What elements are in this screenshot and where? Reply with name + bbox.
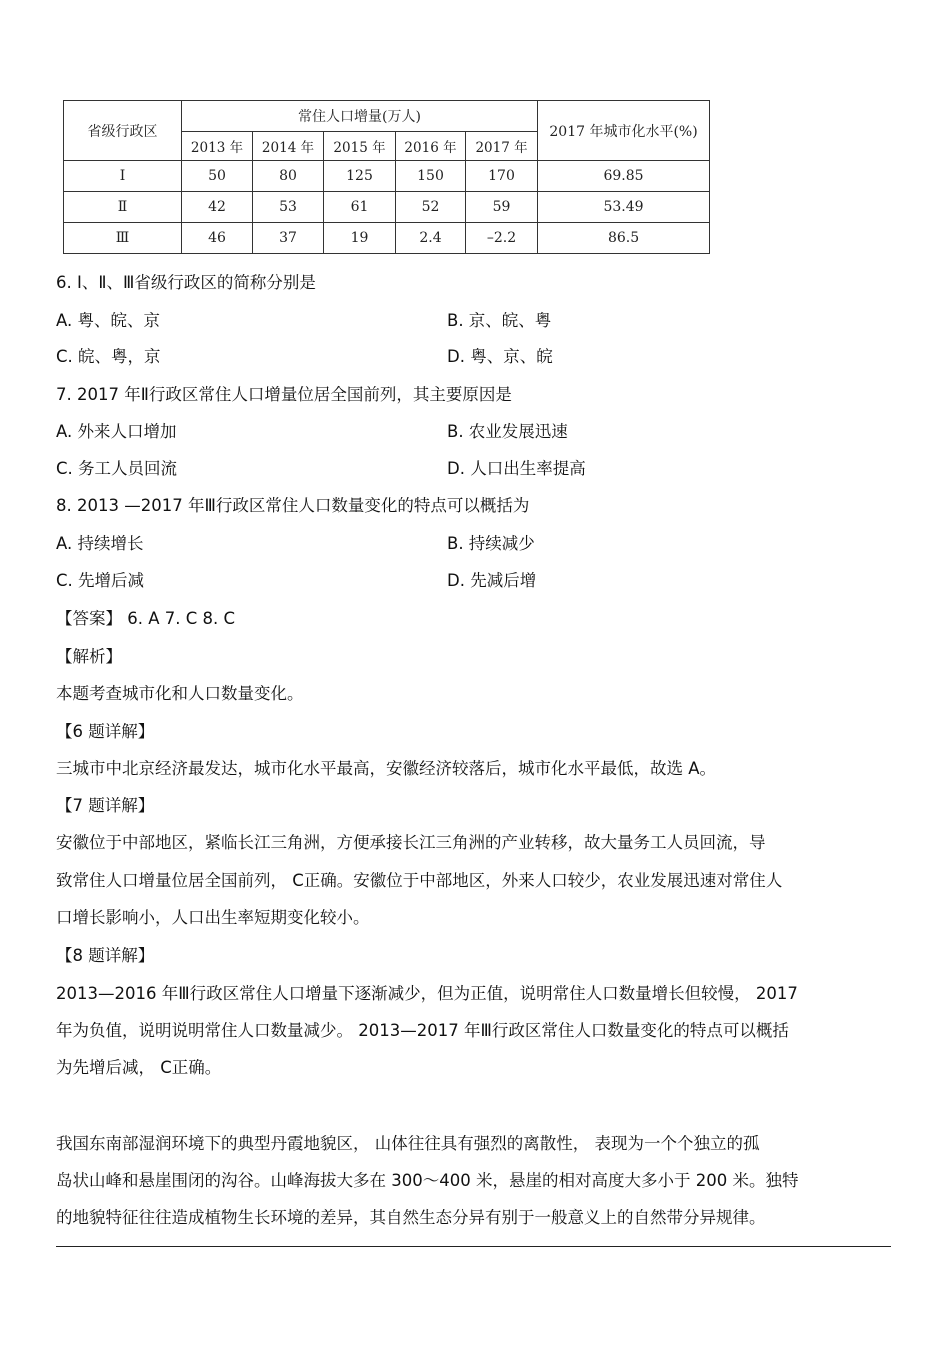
q6-option-c: C. 皖、粤，京 xyxy=(56,347,161,366)
table-cell: 80 xyxy=(253,161,324,192)
detail-7-text: 安徽位于中部地区，紧临长江三角洲，方便承接长江三角洲的产业转移，故大量务工人员回流，导 xyxy=(56,833,766,852)
q8-stem: 8. 2013 —2017 年Ⅲ行政区常住人口数量变化的特点可以概括为 xyxy=(56,496,530,515)
year-header: 2015 年 xyxy=(324,132,396,161)
year-header: 2017 年 xyxy=(466,132,538,161)
population-increase-header: 常住人口增量(万人) xyxy=(182,101,538,132)
passage-line: 的地貌特征往往造成植物生长环境的差异，其自然生态分异有别于一般意义上的自然带分异规律。 xyxy=(56,1208,766,1227)
table-cell: 53 xyxy=(253,192,324,223)
table-cell: 150 xyxy=(396,161,466,192)
table-cell: 170 xyxy=(466,161,538,192)
region-name: Ⅰ xyxy=(64,161,182,192)
population-table xyxy=(63,100,710,254)
detail-6-label: 【6 题详解】 xyxy=(56,722,155,741)
region-name: Ⅲ xyxy=(64,223,182,254)
analysis-text: 本题考查城市化和人口数量变化。 xyxy=(56,684,304,703)
q8-option-d: D. 先减后增 xyxy=(447,571,537,590)
urbanization-header: 2017 年城市化水平(%) xyxy=(538,101,710,161)
detail-6-text: 三城市中北京经济最发达，城市化水平最高，安徽经济较落后，城市化水平最低，故选 A。 xyxy=(56,759,717,778)
table-cell: –2.2 xyxy=(466,223,538,254)
table-row xyxy=(64,192,710,223)
urban-cell: 86.5 xyxy=(538,223,710,254)
table-cell: 59 xyxy=(466,192,538,223)
q6-option-b: B. 京、皖、粤 xyxy=(447,311,552,330)
table-cell: 42 xyxy=(182,192,253,223)
q7-stem: 7. 2017 年Ⅱ行政区常住人口增量位居全国前列，其主要原因是 xyxy=(56,385,512,404)
table-cell: 37 xyxy=(253,223,324,254)
detail-8-text: 年为负值，说明说明常住人口数量减少。 2013—2017 年Ⅲ行政区常住人口数量变化的特点可以概括 xyxy=(56,1021,789,1040)
q7-option-a: A. 外来人口增加 xyxy=(56,422,177,441)
q6-option-a: A. 粤、皖、京 xyxy=(56,311,160,330)
table-cell: 2.4 xyxy=(396,223,466,254)
region-name: Ⅱ xyxy=(64,192,182,223)
q8-option-a: A. 持续增长 xyxy=(56,534,144,553)
table-cell: 125 xyxy=(324,161,396,192)
q7-option-d: D. 人口出生率提高 xyxy=(447,459,586,478)
detail-7-label: 【7 题详解】 xyxy=(56,796,155,815)
detail-7-text: 口增长影响小，人口出生率短期变化较小。 xyxy=(56,908,370,927)
q7-option-c: C. 务工人员回流 xyxy=(56,459,178,478)
divider-line xyxy=(56,1246,891,1247)
table-cell: 61 xyxy=(324,192,396,223)
table-cell: 50 xyxy=(182,161,253,192)
urban-cell: 69.85 xyxy=(538,161,710,192)
answer-line: 【答案】 6. A 7. C 8. C xyxy=(56,609,236,628)
detail-7-text: 致常住人口增量位居全国前列， C正确。安徽位于中部地区，外来人口较少，农业发展迅速对常住人 xyxy=(56,871,783,890)
detail-8-text: 为先增后减， C正确。 xyxy=(56,1058,222,1077)
table-cell: 19 xyxy=(324,223,396,254)
table-cell: 46 xyxy=(182,223,253,254)
table-cell: 52 xyxy=(396,192,466,223)
q6-stem: 6. Ⅰ、Ⅱ、Ⅲ省级行政区的简称分别是 xyxy=(56,273,316,292)
q8-option-b: B. 持续减少 xyxy=(447,534,535,553)
table-row xyxy=(64,161,710,192)
q8-option-c: C. 先增后减 xyxy=(56,571,145,590)
year-header: 2014 年 xyxy=(253,132,324,161)
passage-line: 我国东南部湿润环境下的典型丹霞地貌区， 山体往往具有强烈的离散性， 表现为一个个独立的孤 xyxy=(56,1134,760,1153)
q6-option-d: D. 粤、京、皖 xyxy=(447,347,553,366)
year-header: 2013 年 xyxy=(182,132,253,161)
detail-8-text: 2013—2016 年Ⅲ行政区常住人口增量下逐渐减少，但为正值，说明常住人口数量增长但较慢， 2017 xyxy=(56,984,798,1003)
year-header: 2016 年 xyxy=(396,132,466,161)
q7-option-b: B. 农业发展迅速 xyxy=(447,422,568,441)
passage-line: 岛状山峰和悬崖围闭的沟谷。山峰海拔大多在 300～400 米，悬崖的相对高度大多小于 200 米。独特 xyxy=(56,1171,799,1190)
detail-8-label: 【8 题详解】 xyxy=(56,946,155,965)
table-row xyxy=(64,223,710,254)
analysis-label: 【解析】 xyxy=(56,647,122,666)
urban-cell: 53.49 xyxy=(538,192,710,223)
corner-header: 省级行政区 xyxy=(64,101,182,161)
